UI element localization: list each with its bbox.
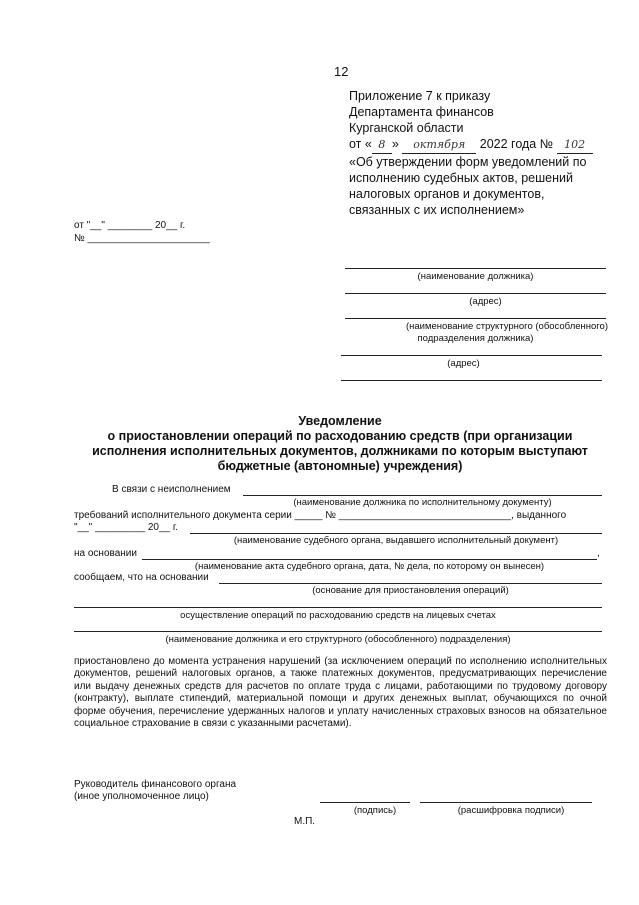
appendix-about-3: налоговых органов и документов, [349, 187, 545, 201]
reg-number: № ______________________ [74, 233, 210, 244]
debtor-doc-hint: (наименование должника по исполнительному документу) [293, 497, 552, 508]
inform-label: сообщаем, что на основании [74, 572, 209, 583]
debtor-name-line [345, 268, 606, 269]
appendix-about-4: связанных с их исполнением» [349, 203, 525, 217]
address-line-1 [345, 293, 606, 294]
stamp-place: М.П. [294, 816, 316, 827]
issued-date-text: "__" _________ 20__ г. [74, 522, 179, 533]
appendix-about-2: исполнению судебных актов, решений [349, 171, 573, 185]
operations-text: осуществление операций по расходованию средств на лицевых счетах [180, 610, 496, 621]
appendix-line-3: Курганской области [349, 121, 464, 135]
appendix-block [349, 88, 619, 218]
signature-hint: (подпись) [353, 805, 397, 816]
appendix-about-1: «Об утверждении форм уведомлений по [349, 155, 587, 169]
subdivision-hint-2: подразделения должника) [417, 333, 534, 344]
handwritten-month: октября [402, 137, 476, 154]
reason-line [219, 583, 602, 584]
address-hint-2: (адрес) [447, 358, 480, 369]
court-hint: (наименование судебного органа, выдавшего исполнительный документ) [233, 535, 559, 546]
decode-hint: (расшифровка подписи) [457, 805, 565, 816]
recipient-bottom-line [341, 380, 602, 381]
due-to-label: В связи с неисполнением [112, 484, 231, 495]
address-line-2 [341, 355, 602, 356]
handwritten-day: 8 [372, 137, 392, 154]
title-line-1: Уведомление [298, 414, 382, 428]
subdivision-doc-line [74, 631, 602, 632]
debtor-name-hint: (наименование должника) [417, 271, 534, 282]
based-on-label: на основании [74, 548, 137, 559]
main-paragraph: приостановлено до момента устранения нарушений (за исключением операций по исполнению исполнительных документов, решений налоговых органов, а также платежных документов, предусматривающих перечисление или выдачу денежных средств для расчетов по оплате труда с лицами, работающими по трудовому договору (контракту), выплате стипендий, материальной помощи и других денежных выплат, обучающихся по очной форме обучения, перечисление удержанных налогов и уплату начисленных страховых взносов на обязательное социальное страхование в связи с указанными расчетами). [74, 656, 607, 730]
page-number: 12 [334, 64, 349, 79]
address-hint-1: (адрес) [469, 296, 502, 307]
debtor-doc-line [243, 495, 602, 496]
notice-title [60, 414, 620, 474]
signer-title-1: Руководитель финансового органа [74, 779, 237, 790]
requirements-text: требований исполнительного документа серии _____ № _______________________________, выданного [74, 510, 567, 521]
reg-date: от "__" ________ 20__ г. [74, 220, 186, 231]
court-line [190, 533, 602, 534]
appendix-line-2: Департамента финансов [349, 105, 494, 119]
operations-line [74, 607, 602, 608]
appendix-line-1: Приложение 7 к приказу [349, 89, 491, 103]
title-line-4: бюджетные (автономные) учреждения) [217, 459, 463, 473]
act-comma: , [597, 548, 600, 559]
decode-line [420, 802, 592, 803]
handwritten-number: 102 [557, 137, 593, 154]
date-prefix: от « [349, 137, 372, 151]
date-mid: » [391, 137, 399, 151]
title-line-3: исполнения исполнительных документов, должниками по которым выступают [92, 444, 588, 458]
signature-line [320, 802, 410, 803]
subdivision-line [345, 318, 606, 319]
subdivision-doc-hint: (наименование должника и его структурного (обособленного) подразделения) [165, 634, 511, 645]
subdivision-hint-1: (наименование структурного (обособленного) [405, 321, 608, 332]
appendix-date-row [349, 136, 619, 154]
title-line-2: о приостановлении операций по расходованию средств (при организации [107, 429, 573, 443]
act-hint: (наименование акта судебного органа, дата, № дела, по которому он вынесен) [194, 561, 545, 572]
reason-hint: (основание для приостановления операций) [312, 585, 509, 596]
signer-title-2: (иное уполномоченное лицо) [74, 791, 209, 802]
year-text: 2022 года № [479, 137, 554, 151]
act-line [142, 559, 597, 560]
